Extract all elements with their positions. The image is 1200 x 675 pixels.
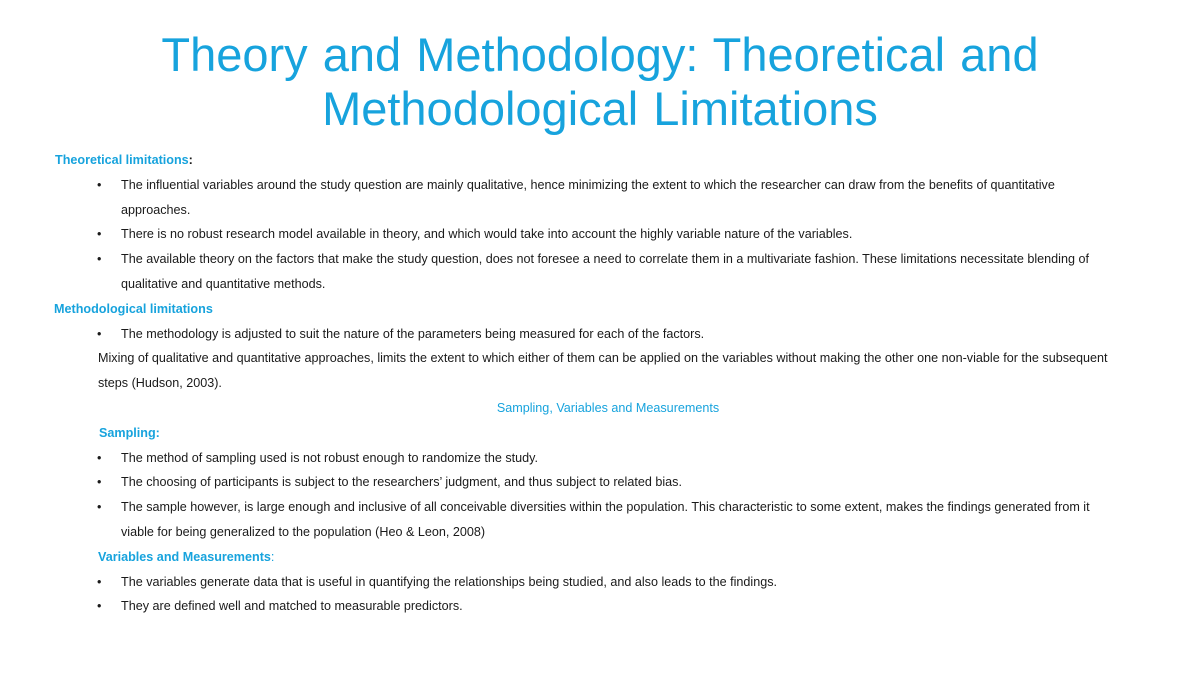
list-item [0, 446, 1200, 471]
list-item [0, 470, 1200, 495]
list-item-text: They are defined well and matched to measurable predictors. [121, 599, 463, 614]
list-item-text: The available theory on the factors that make the study question, does not foresee a need to correlate them in a multivariate fashion. These limitations necessitate blending of qualitative and quantitative methods. [121, 252, 1089, 291]
list-item [0, 594, 1200, 619]
bullet-glyph: • [97, 450, 102, 465]
list-item [0, 322, 1200, 347]
theoretical-limitations-heading [0, 148, 1200, 173]
variables-measurements-list [0, 570, 1200, 620]
list-item-text: The influential variables around the study question are mainly qualitative, hence minimizing the extent to which the researcher can draw from the benefits of quantitative approaches. [121, 177, 1055, 217]
variables-measurements-heading [0, 545, 1200, 570]
bullet-glyph: • [97, 177, 102, 192]
section-subtitle: Sampling, Variables and Measurements [496, 400, 720, 415]
bullet-glyph: • [97, 574, 102, 589]
variables-heading-colon: : [270, 549, 275, 564]
list-item-text: The variables generate data that is useful in quantifying the relationships being studied, and also leads to the findings. [121, 574, 778, 589]
list-item [0, 495, 1200, 545]
list-item-text: The sample however, is large enough and inclusive of all conceivable diversities within the population. This characteristic to some extent, makes the findings generated from it viable for being generalized to the population (Heo & Leon, 2008) [121, 500, 1090, 539]
variables-heading-text: Variables and Measurements [98, 549, 271, 564]
list-item [0, 173, 1200, 223]
bullet-glyph: • [97, 475, 102, 490]
methodological-limitations-list [0, 322, 1200, 347]
list-item [0, 222, 1200, 247]
slide-body [0, 148, 1200, 619]
theoretical-heading-text: Theoretical limitations [55, 153, 189, 167]
methodological-paragraph: Mixing of qualitative and quantitative approaches, limits the extent to which either of them can be applied on the variables without making the other one non-viable for the subsequent steps (Hudson, 2003). [98, 351, 1108, 391]
list-item-text: The methodology is adjusted to suit the nature of the parameters being measured for each of the factors. [121, 326, 705, 341]
sampling-heading: Sampling: [99, 425, 160, 440]
list-item-text: The method of sampling used is not robust enough to randomize the study. [121, 450, 539, 465]
bullet-glyph: • [97, 326, 102, 341]
bullet-glyph: • [97, 500, 102, 515]
methodological-limitations-heading: Methodological limitations [54, 301, 213, 316]
list-item [0, 247, 1200, 297]
list-item-text: There is no robust research model available in theory, and which would take into account the highly variable nature of the variables. [121, 227, 853, 242]
theoretical-heading-colon: : [188, 153, 193, 167]
sampling-list [0, 446, 1200, 545]
theoretical-limitations-list [0, 173, 1200, 297]
list-item [0, 570, 1200, 595]
bullet-glyph: • [97, 252, 102, 267]
bullet-glyph: • [97, 227, 102, 242]
list-item-text: The choosing of participants is subject to the researchers’ judgment, and thus subject to related bias. [121, 475, 682, 490]
slide-title: Theory and Methodology: Theoretical and Methodological Limitations [161, 28, 1039, 135]
bullet-glyph: • [97, 599, 102, 614]
